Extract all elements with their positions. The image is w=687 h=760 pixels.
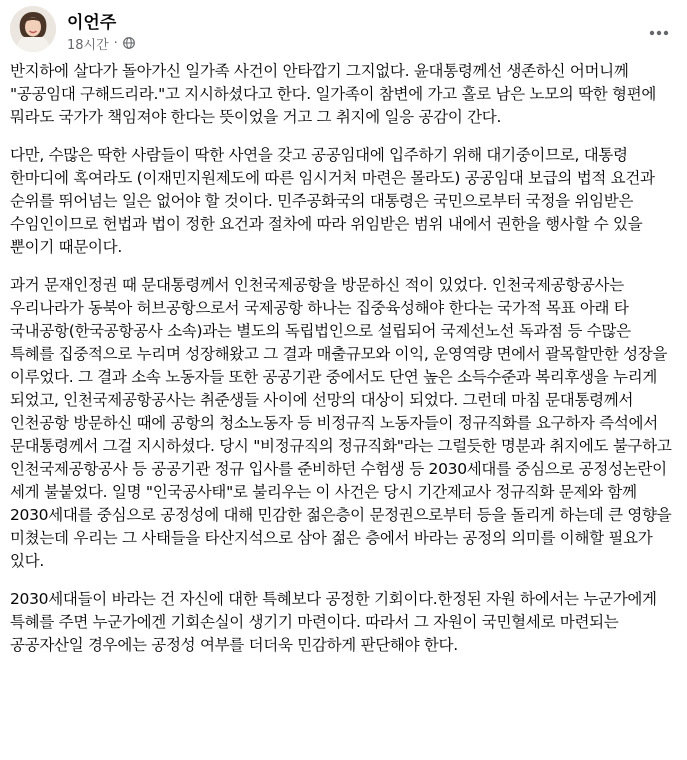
post-paragraph-1: 반지하에 살다가 돌아가신 일가족 사건이 안타깝기 그지없다. 윤대통령께선 생존하신 어머니께 "공공임대 구해드리라."고 지시하셨다고 한다. 일가족이 참변에 가고 홀로 남은 노모의 딱한 형편에 뭐라도 국가가 책임져야 한다는 뜻이었을 거고 그 취지에 일응 공감이 간다. (10, 62, 657, 126)
more-horizontal-icon (649, 21, 669, 40)
author-name[interactable]: 이언주 (67, 13, 117, 33)
post-paragraph-4: 2030세대들이 바라는 건 자신에 대한 특혜보다 공정한 기회이다.한정된 자원 하에서는 누군가에게 특혜를 주면 누군가에겐 기회손실이 생기기 마련이다. 따라서 그 자원이 국민혈세로 마련되는 공공자산일 경우에는 공정성 여부를 더더욱 민감하게 판단해야 한다. (10, 590, 657, 654)
globe-icon[interactable] (123, 37, 135, 49)
post-paragraph-3: 과거 문재인정권 때 문대통령께서 인천국제공항을 방문하신 적이 있었다. 인천국제공항공사는 우리나라가 동북아 허브공항으로서 국제공항 하나는 집중육성해야 한다는 국가적 목표 아래 타 국내공항(한국공항공사 소속)과는 별도의 독립법인으로 설립되어 국제선노선 독과점 등 수많은 특혜를 집중적으로 누리며 성장해왔고 그 결과 매출규모와 이익, 운영역량 면에서 괄목할만한 성장을 이루었다. 그 결과 소속 노동자들 또한 공공기관 중에서도 단연 높은 소득수준과 복리후생을 누리게 되었고, 인천국제공항공사는 취준생들 사이에 선망의 대상이 되었다. 그런데 마침 문대통령께서 인천공항 방문하신 때에 공항의 청소노동자 등 비정규직 노동자들이 정규직화를 요구하자 즉석에서 문대통령께서 그걸 지시하셨다. 당시 "비정규직의 정규직화"라는 그럴듯한 명분과 취지에도 불구하고 인천국제공항공사 등 공공기관 정규 입사를 준비하던 수험생 등 2030세대를 중심으로 공정성논란이 세게 불붙었다. 일명 "인국공사태"로 불리우는 이 사건은 당시 기간제교사 정규직화 문제와 함께 2030세대를 중심으로 공정성에 대해 민감한 젊은층이 문정권으로부터 등을 돌리게 하는데 큰 영향을 미쳤는데 우리는 그 사태들을 타산지석으로 삼아 젊은 층에서 바라는 공정의 의미를 이해할 필요가 있다. (10, 276, 672, 570)
post-paragraph-2: 다만, 수많은 딱한 사람들이 딱한 사연을 갖고 공공임대에 입주하기 위해 대기중이므로, 대통령 한마디에 혹여라도 (이재민지원제도에 따른 임시거처 마련은 몰라도) 공공임대 보급의 법적 요건과 순위를 뛰어넘는 일은 없어야 할 것이다. 민주공화국의 대통령은 국민으로부터 국정을 위임받은 수임인이므로 헌법과 법이 정한 요건과 절차에 따라 위임받은 범위 내에서 권한을 행사할 수 있을 뿐이기 때문이다. (10, 146, 655, 256)
avatar[interactable] (10, 6, 56, 52)
meta-separator: · (113, 35, 118, 51)
post-header (0, 0, 687, 60)
post-timestamp[interactable]: 18시간 (67, 37, 109, 53)
post-body (10, 60, 678, 672)
more-options-button[interactable] (641, 12, 677, 48)
post-meta (67, 33, 135, 53)
